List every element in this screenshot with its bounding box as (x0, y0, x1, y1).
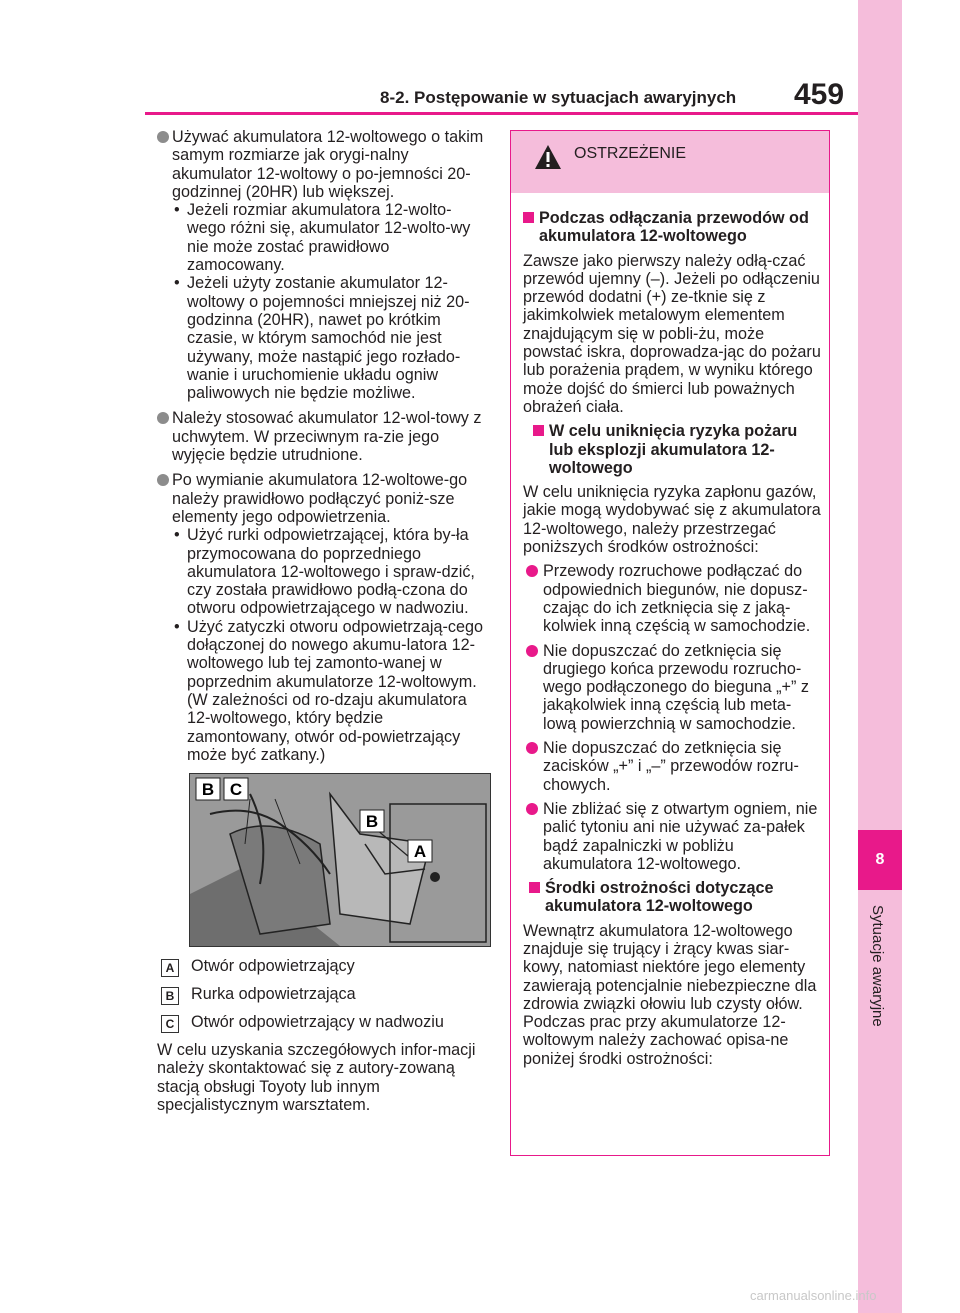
section-heading: W celu uniknięcia ryzyka pożaru lub eksplozji akumulatora 12-woltowego (533, 422, 823, 477)
warning-header (511, 131, 829, 193)
section-title: 8-2. Postępowanie w sytuacjach awaryjnych (380, 88, 737, 107)
warning-icon (534, 144, 562, 170)
bullet-icon (526, 803, 538, 815)
bullet-icon (157, 131, 169, 143)
list-item: Należy stosować akumulator 12-wol-towy z uchwytem. W przeciwnym ra-zie jego wyjęcie będzie utrudnione. (157, 409, 485, 464)
chapter-title: Sytuacje awaryjne (869, 905, 886, 1027)
warning-title: OSTRZEŻENIE (574, 145, 687, 162)
warning-box (510, 130, 830, 1156)
square-icon (529, 882, 540, 893)
square-icon (523, 212, 534, 223)
section-heading: Środki ostrożności dotyczące akumulatora 12-woltowego (529, 879, 823, 916)
sub-item: • Jeżeli użyty zostanie akumulator 12-woltowy o pojemności mniejszej niż 20-godzinna (20HR), nawet po krótkim czasie, w którym samochód nie jest używany, może nastąpić jego rozłado-wanie i uruchomienie układu ogniw paliwowych nie będzie możliwe. (174, 274, 470, 403)
bullet-icon (526, 565, 538, 577)
label-b-box: B (201, 780, 215, 800)
list-item: Nie dopuszczać do zetknięcia się drugiego końca przewodu rozrucho-wego podłączonego do bieguna „+” z jakąkolwiek inną częścią lub meta-lową powierzchnią w samochodzie. (523, 642, 823, 733)
label-a-box: A (413, 842, 427, 862)
legend-item-b: B Rurka odpowietrzająca (157, 985, 485, 1007)
list-item: Nie zbliżać się z otwartym ogniem, nie palić tytoniu ani nie używać za-pałek bądź zapalniczki w pobliżu akumulatora 12-woltowego. (523, 800, 823, 873)
legend-item-c: C Otwór odpowietrzający w nadwoziu (157, 1013, 485, 1035)
sub-item: • Jeżeli rozmiar akumulatora 12-wolto-wego różni się, akumulator 12-wolto-wy nie może zostać prawidłowo zamocowany. (174, 201, 471, 275)
battery-illustration (189, 773, 491, 947)
label-c-box: C (229, 780, 243, 800)
legend-item-a: A Otwór odpowietrzający (157, 957, 485, 979)
chapter-number: 8 (858, 830, 902, 890)
label-b-box: B (365, 812, 379, 832)
contact-paragraph: W celu uzyskania szczegółowych infor-macji należy skontaktować się z autory-zowaną stacją obsługi Toyoty lub innym specjalistycznym warsztatem. (157, 1041, 476, 1114)
warning-paragraph: Zawsze jako pierwszy należy odłą-czać przewód ujemny (–). Jeżeli po odłączeniu przewód dodatni (+) ze-tknie się z jakimkolwiek metalowym elementem znajdującym się w pobli-żu, może powstać iskra, doprowadza-jąc do pożaru lub porażenia prądem, w wyniku którego może dojść do śmierci lub poważnych obrażeń ciała. (523, 251, 821, 416)
sub-item: • Użyć zatyczki otworu odpowietrzają-cego dołączonej do nowego akumu-latora 12-woltowego lub tej zamonto-wanej w poprzednim akumulatorze 12-woltowym. (W zależności od ro-dzaju akumulatora 12-woltowego, który będzie zamontowany, otwór od-powietrzający może być zatkany.) (174, 617, 483, 764)
list-item: Przewody rozruchowe podłączać do odpowiednich biegunów, nie dopusz-czając do ich zetknięcia się z jaką-kolwiek inną częścią w samochodzie. (523, 562, 823, 635)
bullet-icon (157, 474, 169, 486)
page-number: 459 (794, 78, 845, 111)
list-item: Po wymianie akumulatora 12-woltowe-go należy prawidłowo podłączyć poniż-sze elementy jego odpowietrzenia. • Użyć rurki odpowietrzającej, która by-ła przymocowana do poprzedniego akumulatora 12-woltowego i spraw-dzić, czy została prawidłowo podłą-czona do otworu odpowietrzającego w nadwoziu. • Użyć zatyczki otworu odpowietrzają-cego dołączonej do nowego akumu-latora 12-woltowego lub tej zamonto-wanej w poprzednim akumulatorze 12-woltowym. (W zależności od ro-dzaju akumulatora 12-woltowego, który będzie zamontowany, otwór od-powietrzający może być zatkany.) (157, 471, 485, 764)
bullet-icon (526, 742, 538, 754)
legend-key: A (161, 959, 179, 977)
square-icon (533, 425, 544, 436)
left-column (157, 128, 485, 1114)
legend-key: C (161, 1015, 179, 1033)
legend-key: B (161, 987, 179, 1005)
watermark: carmanualsonline.info (750, 1288, 877, 1303)
chapter-sidebar (858, 0, 902, 1313)
list-item: Używać akumulatora 12-woltowego o takim samym rozmiarze jak orygi-nalny akumulator 12-woltowy o po-jemności 20-godzinnej (20HR) lub większej. • Jeżeli rozmiar akumulatora 12-wolto-wego różni się, akumulator 12-wolto-wy nie może zostać prawidłowo zamocowany. • Jeżeli użyty zostanie akumulator 12-woltowy o pojemności mniejszej niż 20-godzinna (20HR), nawet po krótkim czasie, w którym samochód nie jest używany, może nastąpić jego rozłado-wanie i uruchomienie układu ogniw paliwowych nie będzie możliwe. (157, 128, 485, 402)
warning-paragraph: W celu uniknięcia ryzyka zapłonu gazów, jakie mogą wydobywać się z akumulatora 12-woltowego, należy przestrzegać poniższych środków ostrożności: (523, 483, 821, 557)
warning-paragraph: Wewnątrz akumulatora 12-woltowego znajduje się trujący i żrący kwas siar-kowy, natomiast niektóre jego elementy zawierają potencjalnie niebezpieczne dla zdrowia związki ołowiu lub czysty ołów. Podczas prac przy akumulatorze 12-woltowym należy zachować opisa-ne poniżej środki ostrożności: (523, 921, 817, 1068)
sub-item: • Użyć rurki odpowietrzającej, która by-ła przymocowana do poprzedniego akumulatora 12-woltowego i spraw-dzić, czy została prawidłowo podłą-czona do otworu odpowietrzającego w nadwoziu. (174, 526, 475, 618)
bullet-icon (526, 645, 538, 657)
battery-drawing (190, 774, 490, 946)
list-item: Nie dopuszczać do zetknięcia się zacisków „+” i „–” przewodów rozru-chowych. (523, 739, 823, 794)
bullet-icon (157, 412, 169, 424)
warning-body (511, 193, 829, 1068)
header-divider (145, 112, 858, 115)
section-heading: Podczas odłączania przewodów od akumulatora 12-woltowego (523, 209, 823, 246)
